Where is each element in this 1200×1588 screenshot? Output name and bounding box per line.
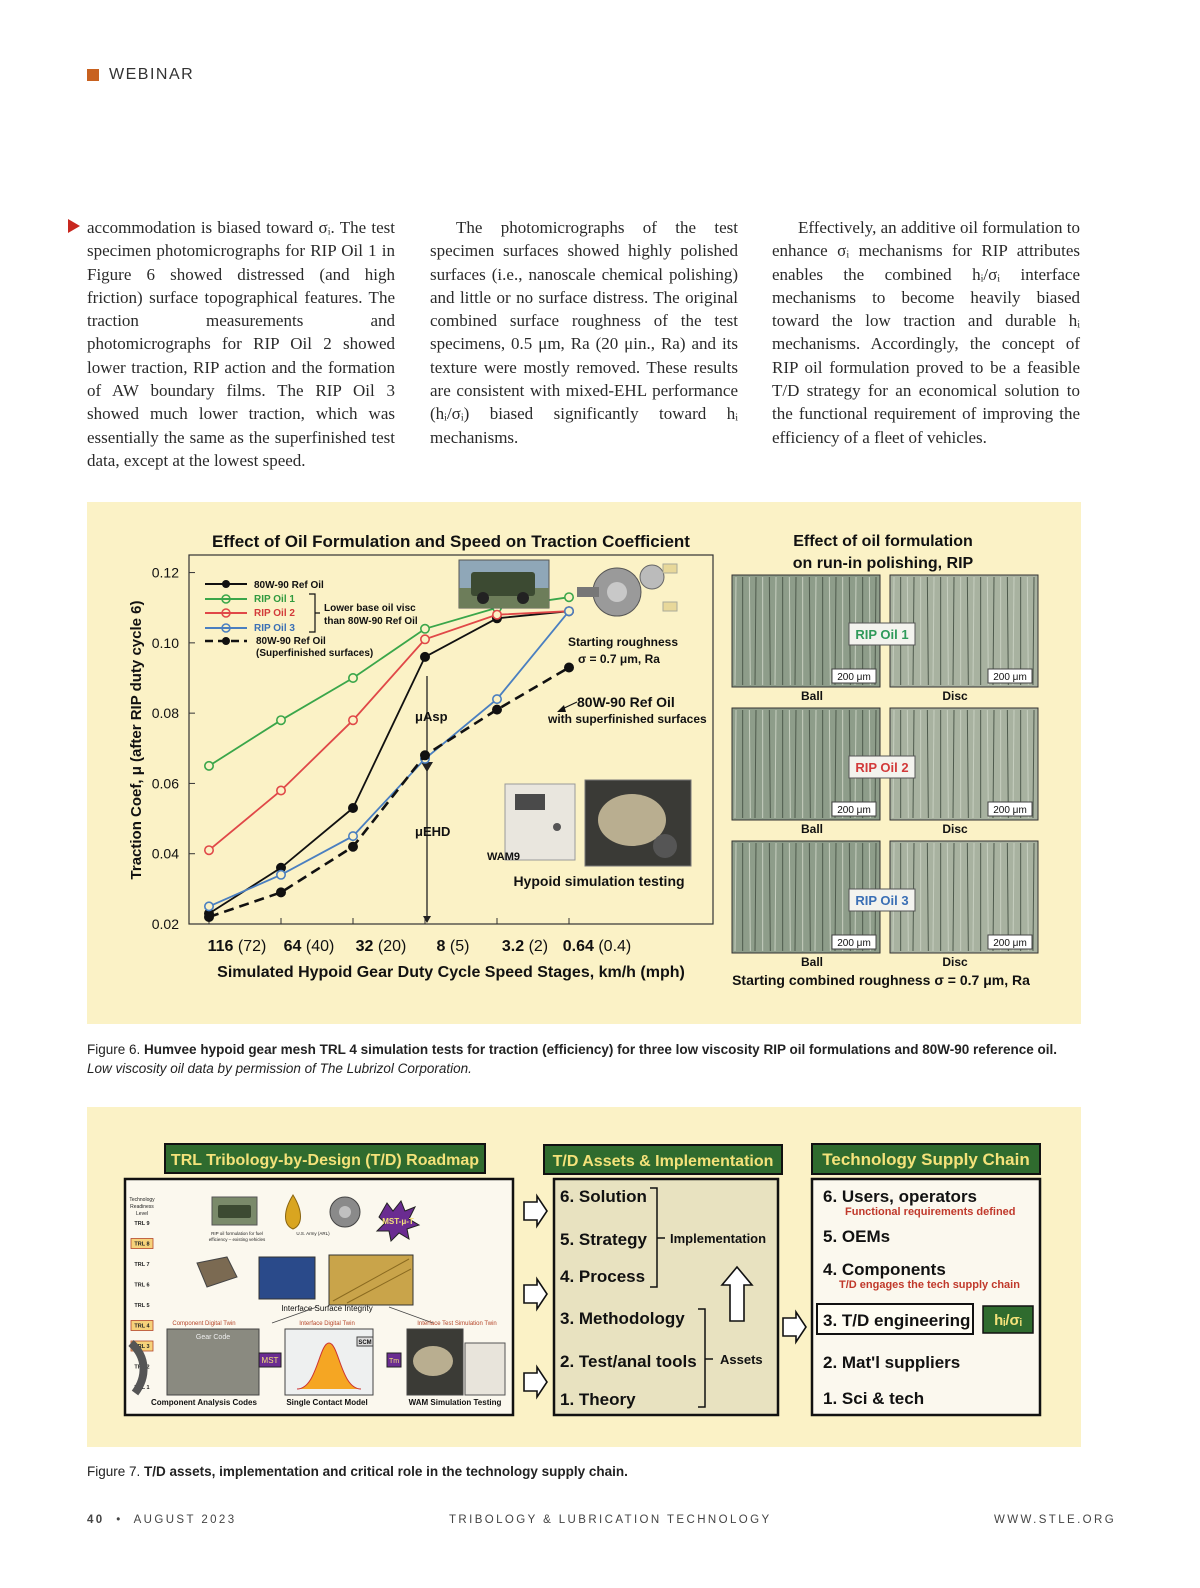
wam9-label: WAM9	[487, 851, 520, 863]
data-point	[349, 843, 357, 851]
supply-item-6: 6. Users, operators	[823, 1187, 978, 1206]
data-point	[277, 888, 285, 896]
x-tick-label: 32 (20)	[355, 938, 407, 955]
humvee-body	[471, 572, 535, 596]
asset-item: 5. Strategy	[560, 1230, 647, 1249]
gear-shaft	[577, 587, 599, 597]
mu-ehd-label: μEHD	[415, 824, 451, 839]
ball-label: Ball	[800, 955, 824, 969]
tm-label: Tm	[388, 1358, 400, 1365]
data-point	[277, 786, 285, 794]
y-tick-label: 0.10	[151, 634, 179, 651]
gear-label-tag	[663, 564, 677, 573]
supply-item-2: 2. Mat'l suppliers	[823, 1353, 961, 1372]
supply-title: Technology Supply Chain	[822, 1150, 1030, 1169]
wam9-knob	[553, 823, 561, 831]
text-column-3	[772, 216, 1080, 449]
figure-7-caption	[87, 1462, 1087, 1481]
disc-label: Disc	[942, 822, 968, 836]
ball-label: Ball	[800, 822, 824, 836]
rip-row-label: RIP Oil 1	[855, 627, 909, 642]
footer-separator: •	[116, 1514, 123, 1526]
arrows-roadmap-to-assets	[524, 1196, 547, 1397]
interface-integrity-label: Interface Surface Integrity	[281, 1304, 373, 1313]
legend-rip2: RIP Oil 2	[254, 608, 295, 619]
supply-item-6-note: Functional requirements defined	[845, 1206, 1016, 1218]
trl-level-label: TRL 7	[134, 1262, 150, 1268]
disc-label: Disc	[942, 955, 968, 969]
scale-bar-label: 200 μm	[993, 672, 1027, 683]
right-arrow-icon	[524, 1196, 547, 1226]
legend-rip3: RIP Oil 3	[254, 623, 295, 634]
asset-item: 1. Theory	[560, 1390, 636, 1409]
mu-asp-arrowhead	[421, 762, 433, 772]
scale-bar-label: 200 μm	[837, 672, 871, 683]
right-arrow-icon	[783, 1312, 806, 1342]
rip-row-label: RIP Oil 2	[855, 760, 909, 775]
data-point	[565, 607, 573, 615]
humvee-photo	[459, 560, 549, 608]
x-tick-label: 8 (5)	[436, 938, 470, 955]
comp-twin-label: Component Digital Twin	[172, 1321, 236, 1327]
text-column-2	[430, 216, 738, 449]
data-point	[421, 635, 429, 643]
caption-bold: Humvee hypoid gear mesh TRL 4 simulation tests for traction (efficiency) for three low viscosity RIP oil formulations and 80W-90 reference oil.	[144, 1042, 1057, 1057]
y-tick-label: 0.12	[151, 564, 179, 581]
legend-ref-sf: 80W-90 Ref Oil	[256, 636, 326, 647]
superfinished-note: with superfinished surfaces	[548, 712, 707, 726]
right-arrow-icon	[524, 1367, 547, 1397]
wam-roller	[413, 1346, 453, 1376]
figure-7-graphic	[87, 1107, 1081, 1447]
supply-item-5: 5. OEMs	[823, 1227, 891, 1246]
paragraph: accommodation is biased toward σᵢ. The test specimen photomicrographs for RIP Oil 1 in Figure 6 showed distressed (and high friction) surface topographical features. The traction measurements and photomicrographs for RIP Oil 2 showed lower traction, RIP action and the formation of AW boundary films. The RIP Oil 3 showed much lower traction, which was essentially the same as the superfinished test data, except at the lowest speed.	[87, 218, 395, 470]
superfinished-label: 80W-90 Ref Oil	[577, 694, 675, 710]
chart-title: Effect of Oil Formulation and Speed on Traction Coefficient	[212, 532, 690, 551]
legend-rip1: RIP Oil 1	[254, 594, 295, 605]
humvee-small-photo	[212, 1197, 257, 1225]
y-tick-label: 0.06	[151, 775, 179, 792]
text-column-1	[87, 216, 395, 472]
footer-left	[87, 1514, 237, 1526]
hypoid-simulation-photo	[585, 780, 691, 866]
data-point	[493, 611, 501, 619]
journal-name: TRIBOLOGY & LUBRICATION TECHNOLOGY	[449, 1514, 772, 1526]
hypoid-sim-label: Hypoid simulation testing	[513, 873, 685, 889]
rip-panel-title-1: Effect of oil formulation	[793, 533, 973, 550]
x-tick-label: 116 (72)	[207, 938, 267, 955]
data-point	[565, 663, 573, 671]
rip-note-2: efficiency – existing vehicles	[208, 1237, 266, 1242]
gear-hub	[607, 582, 627, 602]
section-tag	[87, 66, 194, 84]
sim-ball	[653, 834, 677, 858]
trl-header-3: Level	[136, 1211, 148, 1217]
legend-brace-note-1: Lower base oil visc	[324, 603, 416, 614]
data-point	[277, 871, 285, 879]
data-point	[421, 653, 429, 661]
rip-panel-title-2: on run-in polishing, RIP	[792, 555, 974, 572]
hi-sigma-tag: hᵢ/σᵢ	[994, 1312, 1022, 1329]
continuation-arrow-icon	[68, 219, 80, 233]
legend-marker-ref	[222, 580, 230, 588]
wam-testing-label: WAM Simulation Testing	[408, 1398, 502, 1407]
trl-header-1: Technology	[129, 1197, 155, 1203]
figure-6-caption	[87, 1040, 1087, 1078]
test-twin-label: Interface Test Simulation Twin	[417, 1321, 497, 1327]
page-number: 40	[87, 1514, 105, 1526]
sim-roller	[598, 794, 666, 846]
humvee-small-body	[218, 1205, 251, 1218]
scale-bar-label: 200 μm	[993, 805, 1027, 816]
single-contact-label: Single Contact Model	[286, 1398, 368, 1407]
paragraph: Effectively, an additive oil formulation to enhance σᵢ mechanisms for RIP attributes enables the combined hᵢ/σᵢ interface mechanisms to become heavily biased toward the low traction and durable hᵢ mechanisms. Accordingly, the concept of RIP oil formulation proved to be a feasible T/D strategy for an economical solution to the functional requirement of improving the efficiency of a fleet of vehicles.	[772, 218, 1080, 447]
ball-label: Ball	[800, 689, 824, 703]
gear-small-hub	[339, 1206, 351, 1218]
assets-title: T/D Assets & Implementation	[552, 1153, 774, 1170]
rip-row-label: RIP Oil 3	[855, 893, 909, 908]
data-point	[205, 902, 213, 910]
y-tick-label: 0.02	[151, 916, 179, 932]
supply-item-4-note: T/D engages the tech supply chain	[839, 1279, 1020, 1291]
x-tick-label: 3.2 (2)	[501, 938, 549, 955]
rip-note-1: RIP oil formulation for fuel	[211, 1231, 263, 1236]
data-point	[349, 804, 357, 812]
legend-ref-sf-note: (Superfinished surfaces)	[256, 648, 374, 659]
legend-brace	[309, 594, 320, 632]
scale-bar-label: 200 μm	[837, 805, 871, 816]
data-point	[205, 846, 213, 854]
mst-label: MST	[261, 1356, 279, 1365]
legend-ref: 80W-90 Ref Oil	[254, 580, 324, 591]
trl-level-label: TRL 3	[134, 1344, 150, 1350]
section-label: WEBINAR	[109, 66, 195, 83]
wam9-panel	[515, 794, 545, 810]
assets-label: Assets	[720, 1352, 763, 1367]
y-axis-label: Traction Coef, μ (after RIP duty cycle 6)	[128, 600, 145, 880]
disc-label: Disc	[942, 689, 968, 703]
issue-date: AUGUST 2023	[133, 1514, 237, 1526]
x-tick-label: 64 (40)	[283, 938, 335, 955]
asset-item: 2. Test/anal tools	[560, 1352, 697, 1371]
humvee-wheel	[517, 592, 529, 604]
humvee-wheel	[477, 592, 489, 604]
asset-item: 4. Process	[560, 1267, 646, 1286]
caption-label: Figure 6.	[87, 1042, 141, 1057]
figure-6	[87, 502, 1081, 1024]
mu-ehd-arrowhead	[423, 916, 431, 923]
legend-marker-ref-sf	[222, 637, 230, 645]
superfinished-arrowhead	[557, 705, 566, 712]
data-point	[205, 913, 213, 921]
surface-image-1	[259, 1257, 315, 1299]
scale-bar-label: 200 μm	[993, 938, 1027, 949]
gear-code-label: Gear Code	[195, 1334, 231, 1341]
iface-twin-label: Interface Digital Twin	[299, 1321, 355, 1327]
chart-legend	[205, 580, 418, 659]
mst-tag: MST-μ-T	[382, 1217, 414, 1226]
army-label: U.S. Army (ARL)	[296, 1231, 330, 1236]
legend-brace-note-2: than 80W-90 Ref Oil	[324, 616, 418, 627]
rip-bottom-note: Starting combined roughness σ = 0.7 μm, Ra	[732, 972, 1030, 988]
x-tick-label: 0.64 (0.4)	[562, 938, 632, 955]
data-point	[349, 674, 357, 682]
site-url[interactable]: WWW.STLE.ORG	[994, 1514, 1117, 1526]
roadmap-title: TRL Tribology-by-Design (T/D) Roadmap	[170, 1152, 480, 1169]
section-marker	[87, 69, 99, 81]
scm-label: SCM	[358, 1340, 372, 1346]
x-axis-label: Simulated Hypoid Gear Duty Cycle Speed Stages, km/h (mph)	[217, 964, 685, 981]
mu-asp-label: μAsp	[415, 709, 448, 724]
starting-roughness-label: Starting roughness	[568, 635, 679, 649]
trl-level-label: TRL 9	[134, 1221, 150, 1227]
caption-italic: Low viscosity oil data by permission of The Lubrizol Corporation.	[87, 1061, 472, 1076]
data-point	[349, 832, 357, 840]
pinion-gear	[640, 565, 664, 589]
y-tick-label: 0.08	[151, 705, 179, 722]
trl-level-label: TRL 4	[134, 1323, 150, 1330]
wam9-photo	[505, 784, 575, 860]
trl-level-label: TRL 6	[134, 1282, 150, 1289]
supply-item-4: 4. Components	[823, 1260, 946, 1279]
data-point	[205, 762, 213, 770]
trl-level-label: TRL 2	[134, 1364, 150, 1371]
data-point	[421, 625, 429, 633]
data-point	[421, 751, 429, 759]
wam-machine-small	[465, 1343, 505, 1395]
data-point	[277, 716, 285, 724]
scale-bar-label: 200 μm	[837, 938, 871, 949]
caption-label: Figure 7.	[87, 1464, 141, 1479]
comp-codes-label: Component Analysis Codes	[151, 1398, 257, 1407]
figure-7	[87, 1107, 1081, 1447]
data-point	[349, 716, 357, 724]
data-point	[493, 705, 501, 713]
gear-label-tag	[663, 602, 677, 611]
figure-6-graphic	[87, 502, 1081, 1024]
trl-level-label: TRL 5	[134, 1303, 150, 1309]
rip-micrograph-grid	[732, 575, 1038, 969]
trl-level-label: TRL 1	[134, 1385, 150, 1391]
right-arrow-icon	[524, 1279, 547, 1309]
asset-item: 3. Methodology	[560, 1309, 685, 1328]
implementation-label: Implementation	[670, 1231, 767, 1246]
supply-item-3: 3. T/D engineering	[823, 1311, 971, 1330]
asset-item: 6. Solution	[560, 1187, 647, 1206]
y-tick-label: 0.04	[151, 845, 179, 862]
paragraph: The photomicrographs of the test specimen surfaces showed highly polished surfaces (i.e., nanoscale chemical polishing) and little or no surface distress. The original combined surface roughness of the test specimens, 0.5 μm, Ra (20 μin., Ra) and its texture were mostly removed. These results are consistent with mixed-EHL performance (hᵢ/σᵢ) biased significantly toward hᵢ mechanisms.	[430, 218, 738, 447]
data-point	[493, 695, 501, 703]
hypoid-gear-illustration	[577, 564, 677, 616]
starting-roughness-value: σ = 0.7 μm, Ra	[578, 652, 660, 666]
caption-bold: T/D assets, implementation and critical role in the technology supply chain.	[144, 1464, 628, 1479]
supply-item-1: 1. Sci & tech	[823, 1389, 925, 1408]
trl-level-label: TRL 8	[134, 1241, 150, 1248]
data-point	[565, 593, 573, 601]
trl-header-2: Readiness	[130, 1204, 154, 1210]
